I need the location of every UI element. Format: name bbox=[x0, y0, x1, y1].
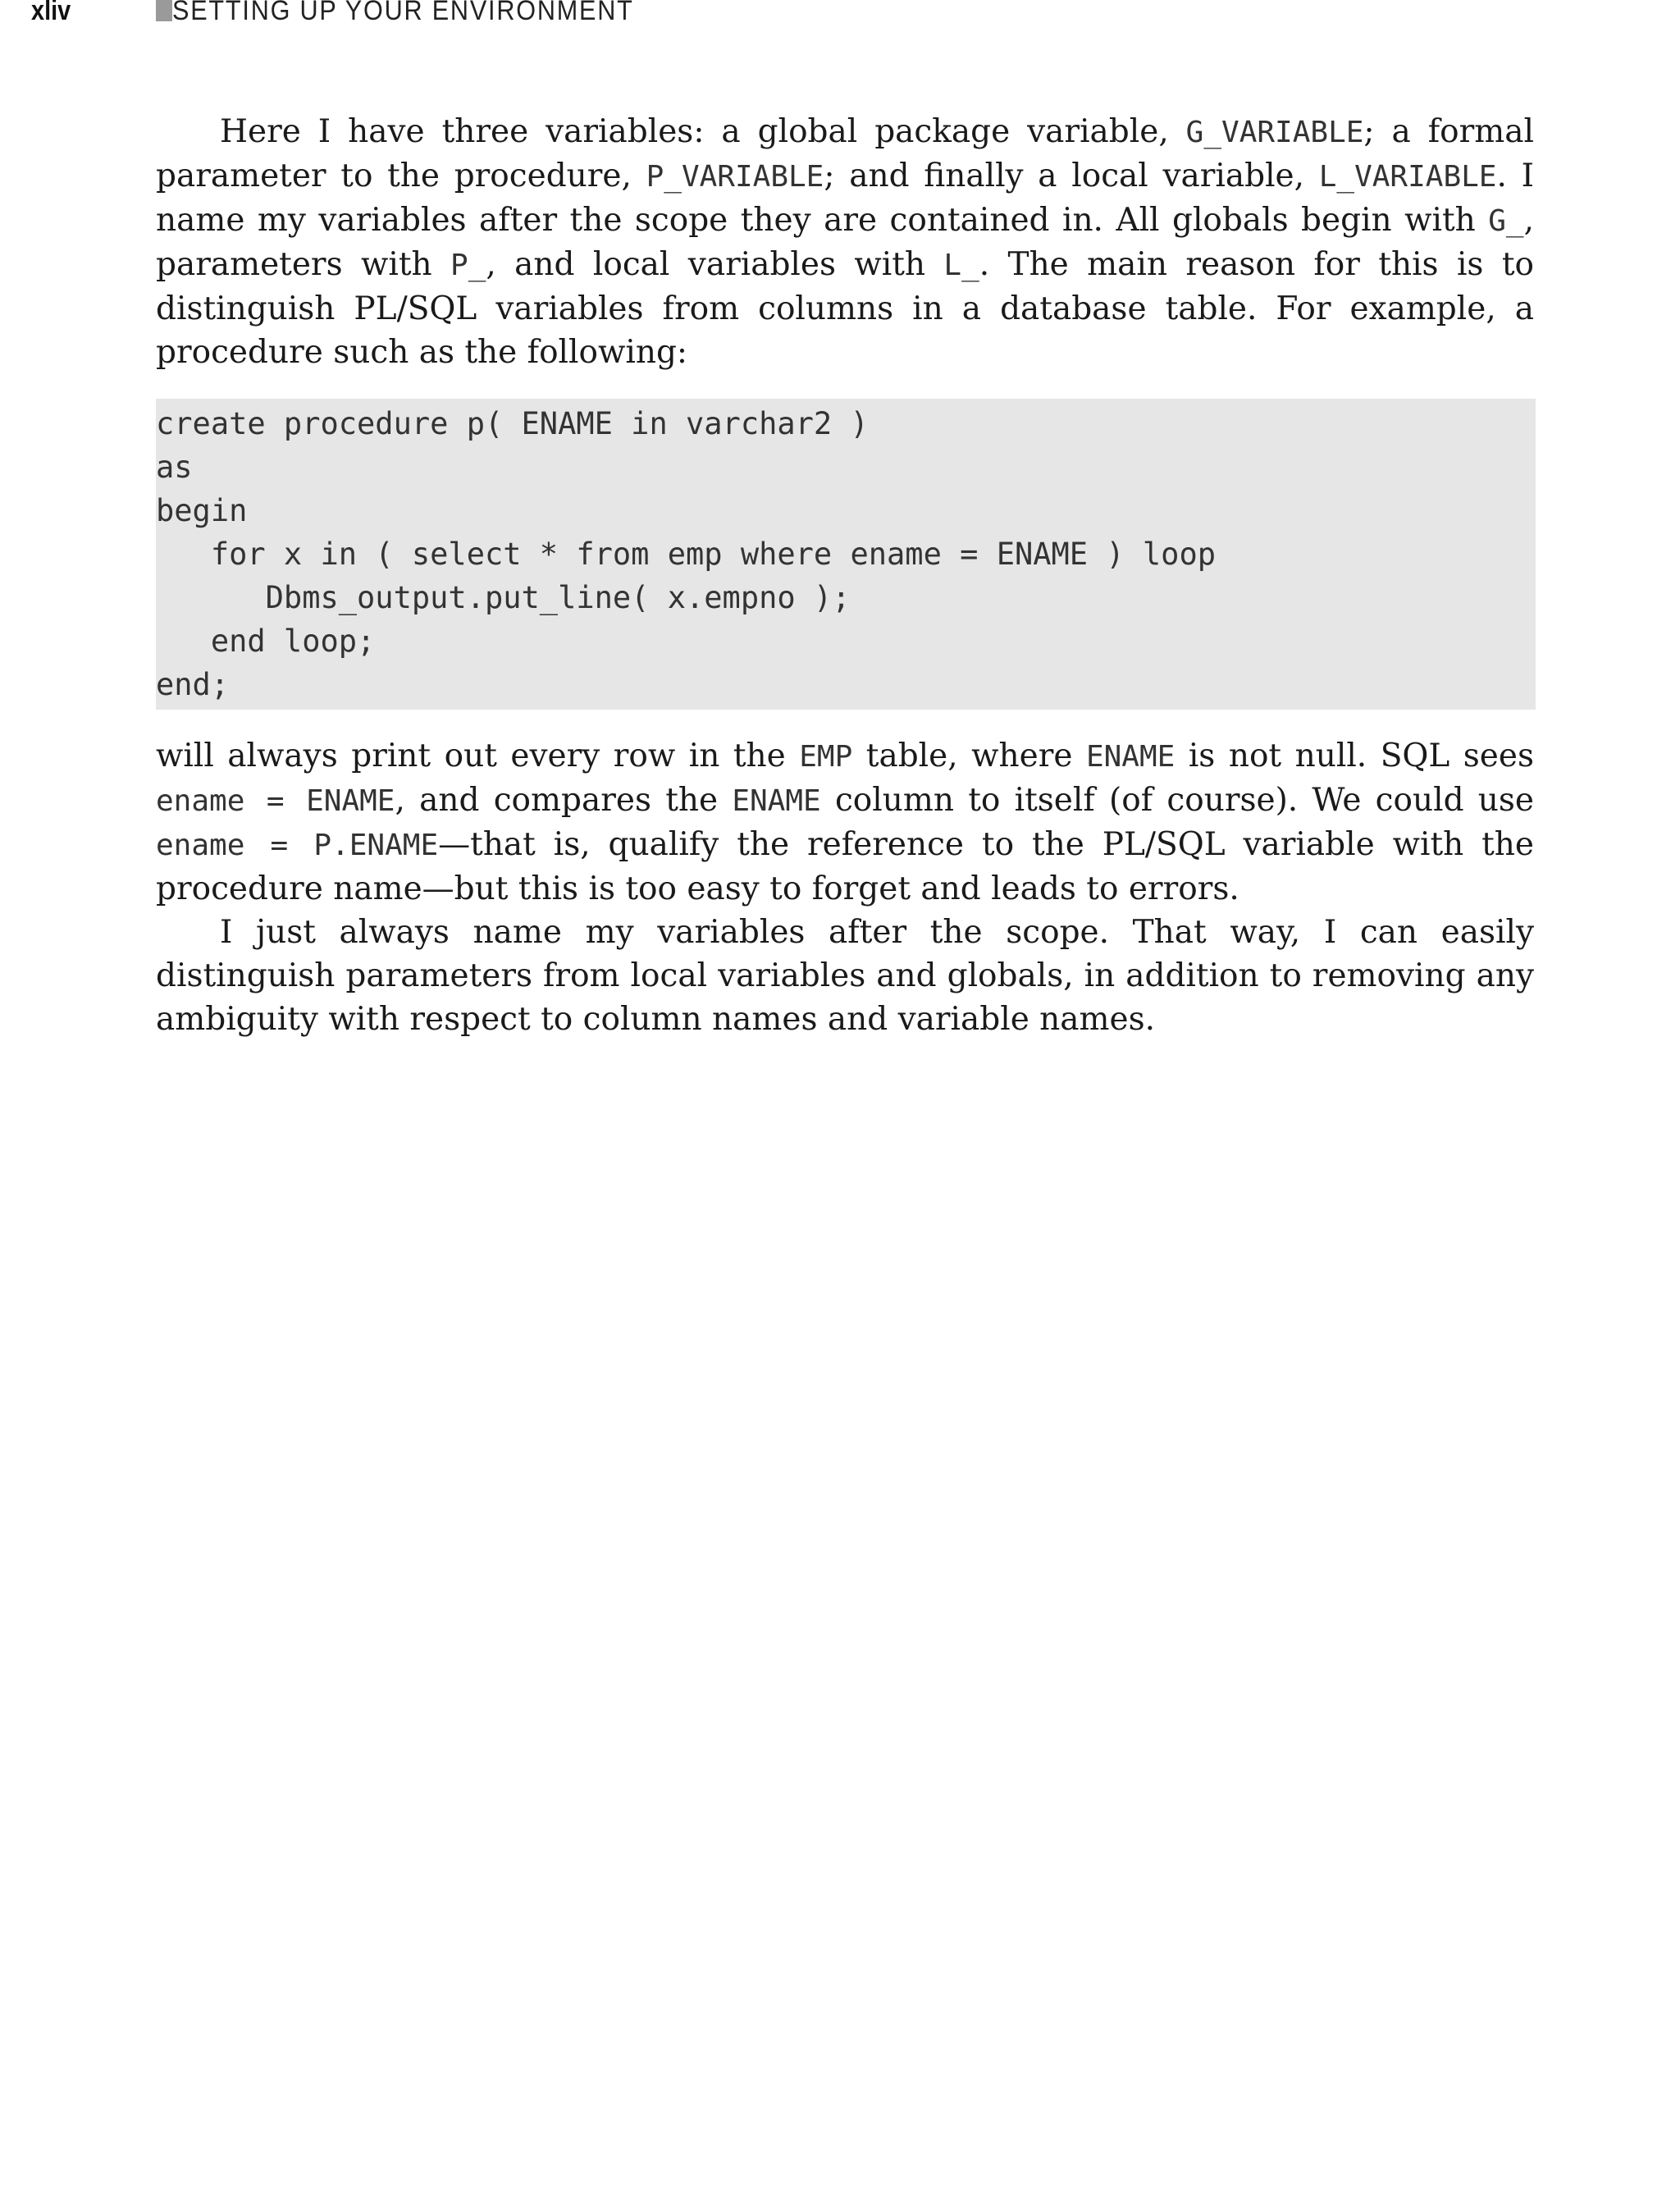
inline-code: P_ bbox=[450, 249, 486, 282]
text-run: Here I have three variables: a global package variable, bbox=[220, 113, 1186, 150]
text-run: ; a formal parameter to the procedure, bbox=[156, 113, 1534, 194]
running-head-marker bbox=[156, 0, 172, 21]
text-run: table, where bbox=[852, 738, 1086, 774]
running-head: SETTING UP YOUR ENVIRONMENT bbox=[172, 0, 634, 26]
inline-code: ENAME bbox=[1085, 740, 1176, 774]
text-run: —that is, qualify the reference to the PL/SQL variable with the procedure name—but this is too easy to forget and leads to errors. bbox=[156, 826, 1535, 907]
code-line: Dbms_output.put_line( x.empno ); bbox=[156, 580, 851, 615]
code-line: begin bbox=[156, 493, 248, 528]
inline-code: G_VARIABLE bbox=[1185, 116, 1364, 149]
code-line: end; bbox=[156, 667, 230, 702]
code-line: for x in ( select * from emp where ename = ENAME ) loop bbox=[156, 537, 1217, 572]
text-run: will always print out every row in the bbox=[156, 738, 800, 774]
text-run: , and compares the bbox=[395, 782, 733, 819]
inline-code: ename = P.ENAME bbox=[156, 829, 439, 862]
page-number: xliv bbox=[31, 0, 71, 26]
inline-code: G_ bbox=[1488, 204, 1524, 238]
code-line: create procedure p( ENAME in varchar2 ) bbox=[156, 406, 869, 441]
code-block bbox=[156, 399, 1536, 710]
inline-code: P_VARIABLE bbox=[646, 160, 824, 194]
text-run: , parameters with bbox=[156, 202, 1534, 283]
inline-code: EMP bbox=[799, 740, 853, 774]
paragraph-explanation bbox=[156, 734, 1534, 911]
text-run: column to itself (of course). We could use bbox=[820, 782, 1534, 819]
text-run: ; and finally a local variable, bbox=[824, 158, 1319, 194]
paragraph-conclusion: I just always name my variables after the scope. That way, I can easily distinguish parameters from local variables and globals, in addition to removing any ambiguity with respect to column names and variable names. bbox=[156, 914, 1534, 1038]
text-run: . I name my variables after the scope they are contained in. All globals begin with bbox=[156, 158, 1534, 239]
inline-code: L_VARIABLE bbox=[1318, 160, 1497, 194]
inline-code: ename = ENAME bbox=[156, 784, 395, 818]
text-run: , and local variables with bbox=[486, 246, 944, 283]
text-run: is not null. SQL sees bbox=[1175, 738, 1534, 774]
code-line: end loop; bbox=[156, 623, 376, 659]
inline-code: L_ bbox=[943, 249, 979, 282]
page-body bbox=[156, 110, 1534, 1041]
inline-code: ENAME bbox=[732, 784, 821, 818]
paragraph-variables-intro bbox=[156, 110, 1534, 374]
text-run: . The main reason for this is to distinguish PL/SQL variables from columns in a database table. For example, a procedure such as the following: bbox=[156, 246, 1534, 371]
code-line: as bbox=[156, 450, 193, 485]
